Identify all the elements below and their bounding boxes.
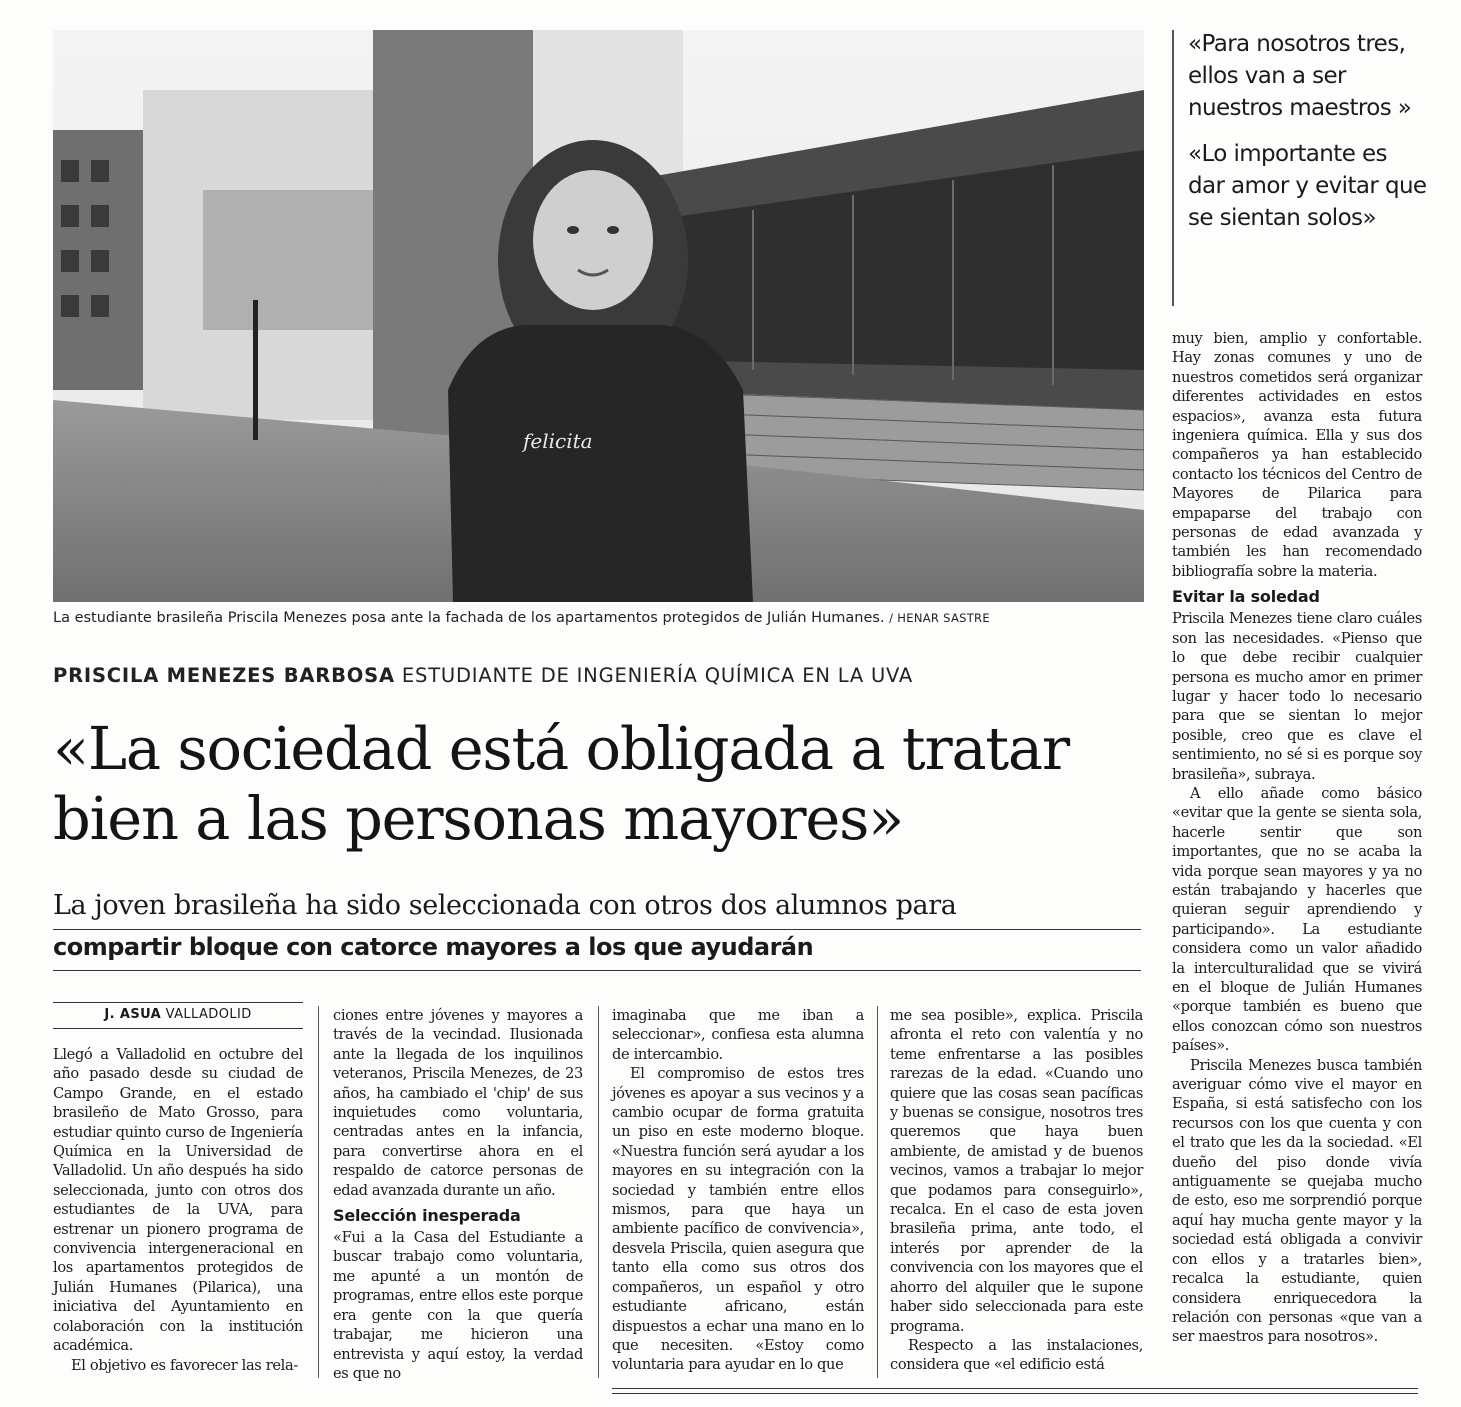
headline-line-1: «La sociedad está obligada a tratar (53, 714, 1069, 783)
column-divider (877, 1006, 878, 1378)
byline-author: J. ASUA (104, 1007, 162, 1022)
column-divider (598, 1006, 599, 1378)
section-heading: Selección inesperada (333, 1206, 521, 1226)
body-column-4 (890, 1006, 1143, 1375)
bottom-rule (612, 1393, 1418, 1394)
byline-place: VALLADOLID (165, 1007, 252, 1022)
paragraph: imaginaba que me iban a seleccionar», confiesa esta alumna de intercambio. (612, 1007, 864, 1063)
paragraph: me sea posible», explica. Priscila afronta el reto con valentía y no teme enfrentarse a las posibles rarezas de la edad. «Cuando uno quiere que las cosas sean pacíficas y buenas se consigue, nosotros tres queremos que haya buen ambiente, de amistad y de buenos vecinos, vamos a trabajar lo mejor que podamos para conseguirlo», recalca. En el caso de esta joven brasileña prima, ante todo, el interés por aprender de la convivencia con los mayores que el ahorro del alquiler que le supone haber sido seleccionada para este programa. (890, 1007, 1143, 1335)
subheadline-rule-top (53, 929, 1141, 930)
paragraph: Respecto a las instalaciones, considera que «el edificio está (890, 1336, 1143, 1374)
byline-rule-bottom (53, 1028, 303, 1029)
paragraph: El objetivo es favorecer las rela- (71, 1356, 298, 1374)
byline (53, 1007, 303, 1022)
photo-illustration (53, 30, 1144, 602)
photo-caption (53, 610, 1144, 626)
shirt-text: felicita (523, 429, 593, 453)
paragraph: Priscila Menezes tiene claro cuáles son las necesidades. «Pienso que lo que debe recibir cualquier persona es mucho amor en primer lugar y hacer todo lo necesario para que se sientan lo mejor posible, creo que es clave el sentimiento, no sé si es porque soy brasileña», subraya. (1172, 610, 1422, 783)
section-heading: Evitar la soledad (1172, 587, 1320, 607)
paragraph: «Fui a la Casa del Estudiante a buscar trabajo como voluntaria, me apunté a un montón de programas, entre ellos este porque era gente con la que quería trabajar, me hicieron una entrevista y aquí estoy, la verdad es que no (333, 1229, 583, 1382)
kicker (53, 664, 1144, 687)
byline-rule (53, 1002, 303, 1003)
subheadline-rule-bottom (53, 970, 1141, 971)
paragraph: ciones entre jóvenes y mayores a través de la vecindad. Ilusionada ante la llegada de los inquilinos veteranos, Priscila Menezes, de 23 años, ha cambiado el 'chip' de sus inquietudes como voluntaria, centradas antes en la infancia, para convertirse ahora en el respaldo de catorce personas de edad avanzada durante un año. (333, 1007, 583, 1199)
body-column-5 (1172, 329, 1422, 1347)
paragraph: Priscila Menezes busca también averiguar cómo vive el mayor en España, si está satisfecho con los recursos con los que cuenta y con el trato que les da la sociedad. «El dueño del piso donde vivía antiguamente se quejaba mucho de esto, eso me sorprendió porque aquí hay mucha gente mayor y la sociedad está obligada a convivir con ellos y a tratarles bien», recalca la estudiante, quien considera enriquecedora la relación con personas «que van a ser maestros para nosotros». (1172, 1056, 1422, 1346)
photo (53, 30, 1144, 602)
photo-credit: / HENAR SASTRE (889, 611, 990, 625)
pull-quote-2: «Lo importante es dar amor y evitar que se sientan solos» (1188, 141, 1427, 231)
paragraph: Llegó a Valladolid en octubre del año pasado desde su ciudad de Campo Grande, en el estado brasileño de Mato Grosso, para estudiar quinto curso de Ingeniería Química en la Universidad de Valladolid. Un año después ha sido seleccionada, junto con otros dos estudiantes de la UVA, para estrenar un pionero programa de convivencia intergeneracional en los apartamentos protegidos de Julián Humanes (Pilarica), una iniciativa del Ayuntamiento en colaboración con la institución académica. (53, 1046, 303, 1355)
bottom-rule (612, 1388, 1418, 1389)
kicker-name: PRISCILA MENEZES BARBOSA (53, 664, 395, 687)
body-column-1 (53, 1045, 303, 1375)
headline (53, 714, 1144, 854)
paragraph: muy bien, amplio y confortable. Hay zonas comunes y uno de nuestros cometidos será organizar diferentes actividades en estos espacios», avanza esta futura ingeniera química. Ella y sus dos compañeros ya han establecido contacto los técnicos del Centro de Mayores de Pilarica para empaparse del trabajo con personas de edad avanzada y también les han recomendado bibliografía sobre la materia. (1172, 330, 1422, 580)
caption-text: La estudiante brasileña Priscila Menezes posa ante la fachada de los apartamentos protegidos de Julián Humanes. (53, 610, 885, 626)
pull-quote-1: «Para nosotros tres, ellos van a ser nuestros maestros » (1188, 31, 1412, 121)
headline-line-2: bien a las personas mayores» (53, 784, 904, 853)
body-column-3 (612, 1006, 864, 1375)
paragraph: El compromiso de estos tres jóvenes es apoyar a sus vecinos y a cambio ocupar de forma gratuita un piso en este moderno bloque. «Nuestra función será ayudar a los mayores en su integración con la sociedad y también entre ellos mismos, para que haya un ambiente pacífico de convivencia», desvela Priscila, quien asegura que tanto ella como sus otros dos compañeros, un español y otro estudiante africano, están dispuestos a echar una mano en lo que necesiten. «Estoy como voluntaria para ayudar en lo que (612, 1065, 864, 1374)
paragraph: A ello añade como básico «evitar que la gente se sienta sola, hacerle sentir que son importantes, que no se acaba la vida porque sean mayores y ya no están trabajando y hacerles que quieran seguir aprendiendo y participando». La estudiante considera como un valor añadido la interculturalidad que se vivirá en el bloque de Julián Humanes «porque también es bueno que ellos conozcan cómo son nuestros países». (1172, 784, 1422, 1055)
body-column-2 (333, 1006, 583, 1383)
column-divider (318, 1006, 319, 1378)
pull-quotes (1188, 28, 1428, 248)
pull-quote-bar (1172, 30, 1174, 306)
subheadline-line-2: compartir bloque con catorce mayores a los que ayudarán (53, 933, 814, 961)
subheadline-line-1: La joven brasileña ha sido seleccionada con otros dos alumnos para (53, 890, 957, 921)
kicker-role: ESTUDIANTE DE INGENIERÍA QUÍMICA EN LA UVA (401, 664, 914, 687)
